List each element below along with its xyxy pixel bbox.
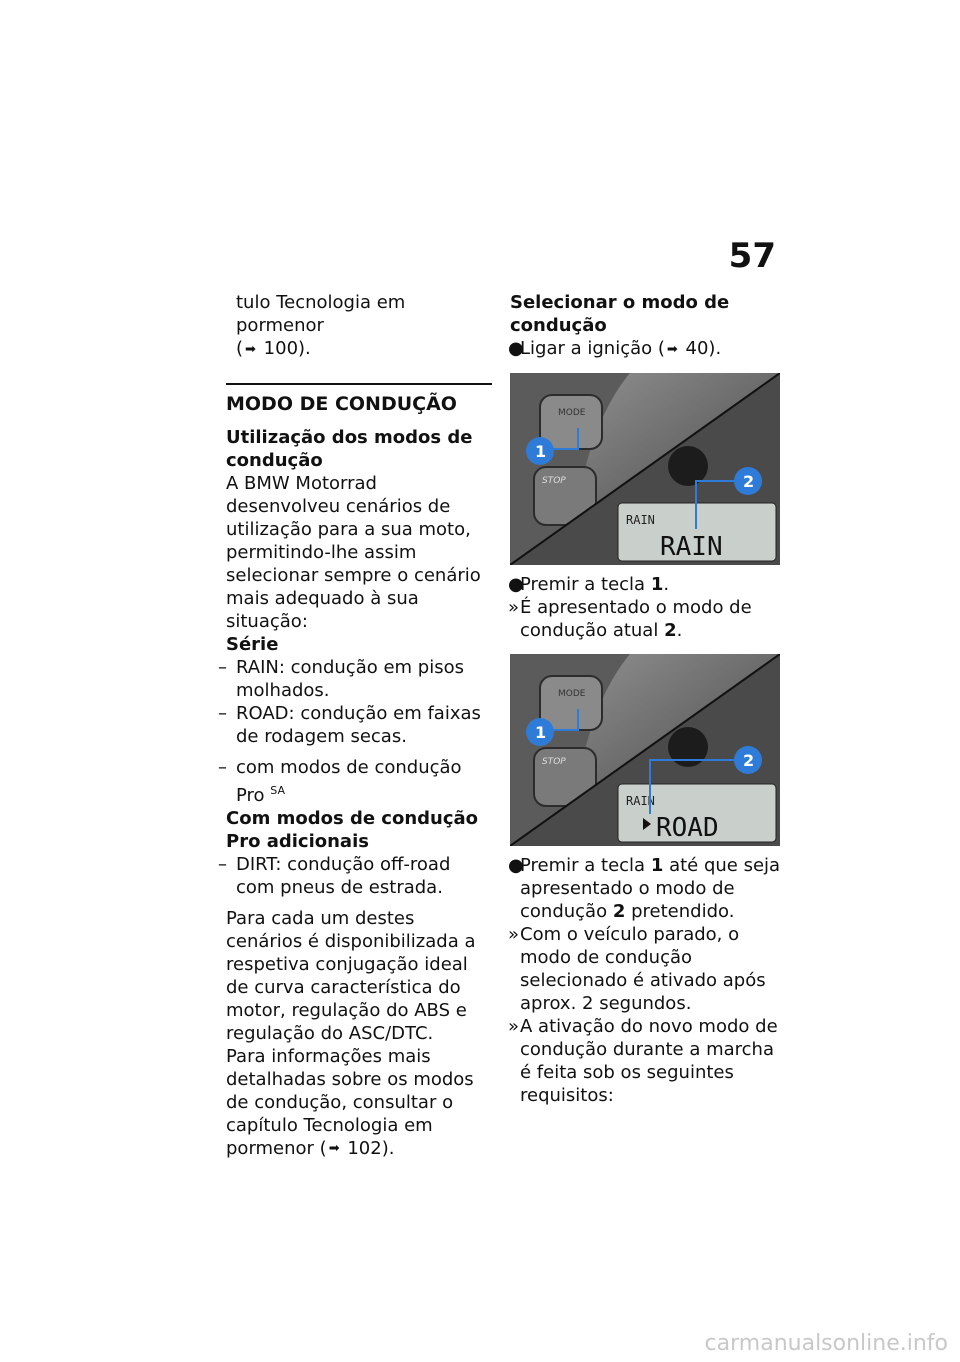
watermark: carmanualsonline.info — [704, 1331, 948, 1356]
mode-key-label: MODE — [558, 688, 586, 699]
result-stationary: » Com o veículo parado, o modo de condução selecionado é ativado após aprox. 2 segundos. — [508, 923, 766, 1014]
display-mode-label: RAIN — [660, 531, 723, 562]
result-current-mode: » É apresentado o modo de condução atual 2. — [508, 596, 752, 641]
page-ref-arrow-icon: ➡ — [328, 1141, 340, 1156]
pro-heading: Com modos de condução Pro adicionais — [226, 807, 479, 852]
stop-key-label: STOP — [542, 475, 566, 486]
optional-equipment-mark: SA — [270, 783, 286, 797]
step-select-mode: ● Premir a tecla 1 até que seja apresentado o modo de condução 2 pretendido. — [508, 854, 781, 922]
list-item-rain: – RAIN: condução em pisos molhados. — [218, 656, 464, 701]
display-small-label: RAIN — [626, 512, 655, 527]
figure-road-display — [510, 654, 780, 846]
figure-rain-display — [510, 373, 780, 565]
list-item-pro: – com modos de condução Pro $^{SA}$ — [218, 756, 462, 806]
serie-heading: Série — [226, 633, 279, 655]
callout-1: 1 — [535, 722, 547, 742]
stop-key-label: STOP — [542, 756, 566, 767]
result-while-riding: » A ativação do novo modo de condução durante a marcha é feita sob os seguintes requisitos: — [508, 1015, 778, 1106]
step-ignition: ● Ligar a ignição ( ➡ 40). — [508, 338, 722, 359]
display-mode-label: ROAD — [656, 812, 719, 843]
procedure-title: Selecionar o modo de condução — [510, 292, 730, 336]
intro-ref: ( ➡ 100). — [236, 338, 311, 359]
page-ref-arrow-icon: ➡ — [666, 341, 678, 357]
section-title: MODO DE CONDUÇÃO — [226, 383, 492, 416]
display-small-label: RAIN — [626, 793, 655, 808]
intro-line: tulo Tecnologia em pormenor — [236, 292, 406, 336]
sub-title: Utilização dos modos de condução — [226, 426, 473, 471]
callout-1: 1 — [535, 441, 547, 461]
intro-paragraph: A BMW Motorrad desenvolveu cenários de utilização para a sua moto, permitindo-lhe assim selecionar sempre o cenário mais adequado à sua situação: — [226, 472, 481, 632]
list-item-road: – ROAD: condução em faixas de rodagem secas. — [218, 702, 481, 747]
settings-paragraph: Para cada um destes cenários é disponibilizada a respetiva conjugação ideal de curva característica do motor, regulação do ABS e regulação do ASC/DTC. — [226, 907, 476, 1044]
callout-2: 2 — [743, 471, 755, 491]
page-number: 57 — [728, 236, 776, 276]
callout-2: 2 — [743, 750, 755, 770]
step-press-key: ● Premir a tecla 1. — [508, 573, 670, 595]
right-column — [510, 291, 782, 1107]
mode-key-label: MODE — [558, 407, 586, 418]
list-item-dirt: – DIRT: condução off-road com pneus de estrada. — [218, 853, 451, 898]
page-ref-arrow-icon: ➡ — [245, 341, 256, 357]
left-column — [218, 291, 492, 1160]
detail-paragraph: Para informações mais detalhadas sobre os modos de condução, consultar o capítulo Tecnologia em pormenor ( ➡ 102). — [226, 1045, 474, 1159]
